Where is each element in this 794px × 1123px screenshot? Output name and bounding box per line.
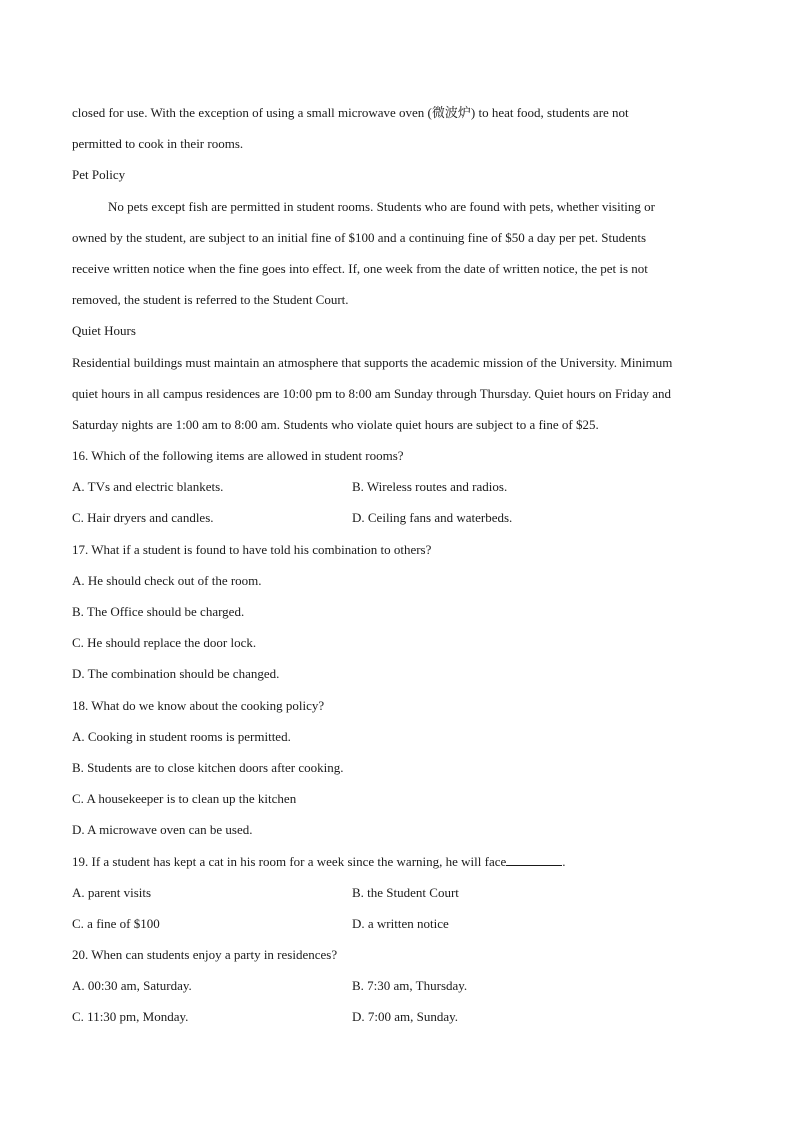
question-16-options-row-1 [72, 471, 722, 502]
answer-blank [506, 851, 562, 866]
question-19-stem-end: . [562, 853, 566, 869]
question-20-stem: 20. When can students enjoy a party in residences? [72, 947, 338, 963]
question-19-option-a: A. parent visits [72, 884, 152, 900]
question-16-option-d: D. Ceiling fans and waterbeds. [352, 510, 513, 526]
question-19-options-row-2 [72, 908, 722, 939]
question-17-option-d: D. The combination should be changed. [72, 666, 280, 682]
question-16-option-b: B. Wireless routes and radios. [352, 479, 508, 495]
question-18-option-a: A. Cooking in student rooms is permitted. [72, 728, 291, 744]
question-20-options-row-1 [72, 970, 722, 1001]
question-16-option-a: A. TVs and electric blankets. [72, 479, 224, 495]
question-20-option-a: A. 00:30 am, Saturday. [72, 978, 192, 994]
passage-line: No pets except fish are permitted in student rooms. Students who are found with pets, whether visiting or [108, 198, 655, 214]
passage-line: permitted to cook in their rooms. [72, 136, 244, 152]
question-18-option-d: D. A microwave oven can be used. [72, 822, 253, 838]
passage-line: quiet hours in all campus residences are 10:00 pm to 8:00 am Sunday through Thursday. Quiet hours on Friday and [72, 385, 671, 401]
passage-line: Residential buildings must maintain an atmosphere that supports the academic mission of the University. Minimum [72, 354, 673, 370]
question-20-options-row-2 [72, 1001, 722, 1032]
question-16-option-c: C. Hair dryers and candles. [72, 510, 214, 526]
question-20-option-d: D. 7:00 am, Sunday. [352, 1009, 459, 1025]
passage-line: closed for use. With the exception of using a small microwave oven (微波炉) to heat food, students are not [72, 105, 629, 120]
question-19-option-c: C. a fine of $100 [72, 915, 160, 931]
section-heading-pet-policy: Pet Policy [72, 167, 126, 183]
question-20-option-c: C. 11:30 pm, Monday. [72, 1009, 189, 1025]
question-19-option-d: D. a written notice [352, 915, 449, 931]
question-16-stem: 16. Which of the following items are allowed in student rooms? [72, 448, 404, 464]
question-19-stem: 19. If a student has kept a cat in his room for a week since the warning, he will face [72, 853, 507, 869]
passage-line: owned by the student, are subject to an initial fine of $100 and a continuing fine of $50 a day per pet. Students [72, 229, 647, 245]
question-19-options-row-1 [72, 877, 722, 908]
question-18-option-b: B. Students are to close kitchen doors after cooking. [72, 759, 344, 775]
question-20-option-b: B. 7:30 am, Thursday. [352, 978, 468, 994]
passage-line: removed, the student is referred to the Student Court. [72, 292, 349, 308]
passage-line: Saturday nights are 1:00 am to 8:00 am. Students who violate quiet hours are subject to a fine of $25. [72, 416, 599, 432]
question-18-stem: 18. What do we know about the cooking policy? [72, 697, 325, 713]
document-page [72, 97, 722, 1033]
question-18-option-c: C. A housekeeper is to clean up the kitchen [72, 791, 297, 807]
passage-line: receive written notice when the fine goes into effect. If, one week from the date of written notice, the pet is not [72, 260, 648, 276]
question-17-stem: 17. What if a student is found to have told his combination to others? [72, 541, 432, 557]
question-16-options-row-2 [72, 502, 722, 533]
question-19-option-b: B. the Student Court [352, 884, 459, 900]
question-17-option-c: C. He should replace the door lock. [72, 635, 257, 651]
question-19-stem-line [72, 846, 722, 877]
question-17-option-a: A. He should check out of the room. [72, 572, 262, 588]
section-heading-quiet-hours: Quiet Hours [72, 323, 136, 339]
question-17-option-b: B. The Office should be charged. [72, 604, 245, 619]
